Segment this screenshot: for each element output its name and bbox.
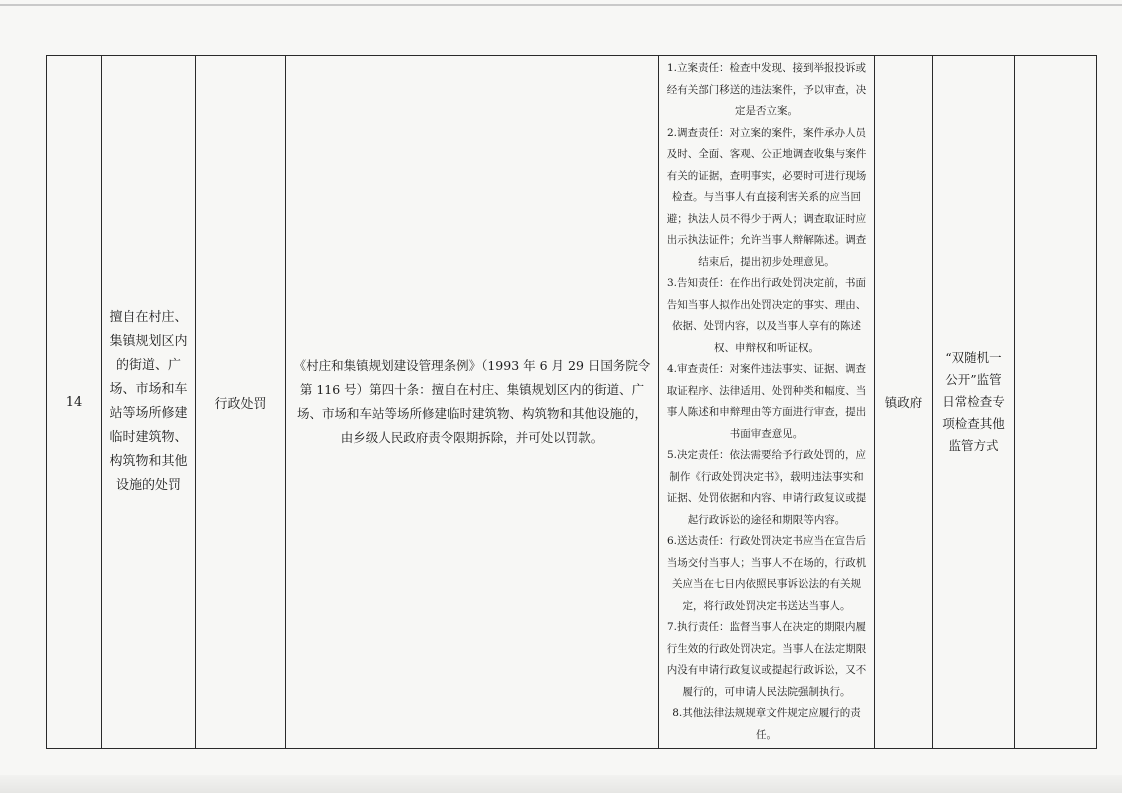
item-category: 行政处罚 xyxy=(196,56,286,749)
responsibility-item: 3.告知责任：在作出行政处罚决定前，书面告知当事人拟作出处罚决定的事实、理由、依据、处罚内容，以及当事人享有的陈述权、申辩权和听证权。 xyxy=(666,277,867,354)
scan-bottom-edge xyxy=(0,775,1122,793)
responsibility-item: 2.调查责任：对立案的案件，案件承办人员及时、全面、客观、公正地调查收集与案件有关的证据，查明事实，必要时可进行现场检查。与当事人有直接利害关系的应当回避；执法人员不得少于两人；调查取证时应出示执法证件；允许当事人辩解陈述。调查结束后，提出初步处理意见。 xyxy=(666,126,867,268)
responsibility-table xyxy=(46,55,1097,749)
remarks-cell xyxy=(1015,56,1097,749)
scan-top-edge xyxy=(0,4,1122,6)
responsibility-item: 5.决定责任：依法需要给予行政处罚的，应制作《行政处罚决定书》，载明违法事实和证据、处罚依据和内容、申请行政复议或提起行政诉讼的途径和期限等内容。 xyxy=(666,449,867,526)
responsibility-item: 1.立案责任：检查中发现、接到举报投诉或经有关部门移送的违法案件，予以审查，决定是否立案。 xyxy=(666,62,867,117)
responsibility-item: 7.执行责任：监督当事人在决定的期限内履行生效的行政处罚决定。当事人在法定期限内没有申请行政复议或提起行政诉讼，又不履行的，可申请人民法院强制执行。 xyxy=(666,621,867,698)
responsibility-item: 4.审查责任：对案件违法事实、证据、调查取证程序、法律适用、处罚种类和幅度、当事人陈述和申辩理由等方面进行审查，提出书面审查意见。 xyxy=(666,363,867,440)
responsibilities-cell xyxy=(659,56,875,749)
item-name: 擅自在村庄、集镇规划区内的街道、广场、市场和车站等场所修建临时建筑物、构筑物和其他设施的处罚 xyxy=(102,56,196,749)
row-number: 14 xyxy=(47,56,102,749)
supervision-method: “双随机一公开”监管日常检查专项检查其他监管方式 xyxy=(933,56,1015,749)
responsibility-item: 6.送达责任：行政处罚决定书应当在宣告后当场交付当事人；当事人不在场的，行政机关应当在七日内依照民事诉讼法的有关规定，将行政处罚决定书送达当事人。 xyxy=(666,535,867,612)
legal-basis: 《村庄和集镇规划建设管理条例》（1993 年 6 月 29 日国务院令第 116 号）第四十条：擅自在村庄、集镇规划区内的街道、广场、市场和车站等场所修建临时建筑物、构筑物和其他设施的，由乡级人民政府责令限期拆除，并可处以罚款。 xyxy=(286,56,659,749)
implementing-body: 镇政府 xyxy=(875,56,933,749)
table-row xyxy=(47,56,1097,749)
responsibility-item: 8.其他法律法规规章文件规定应履行的责任。 xyxy=(672,707,861,741)
